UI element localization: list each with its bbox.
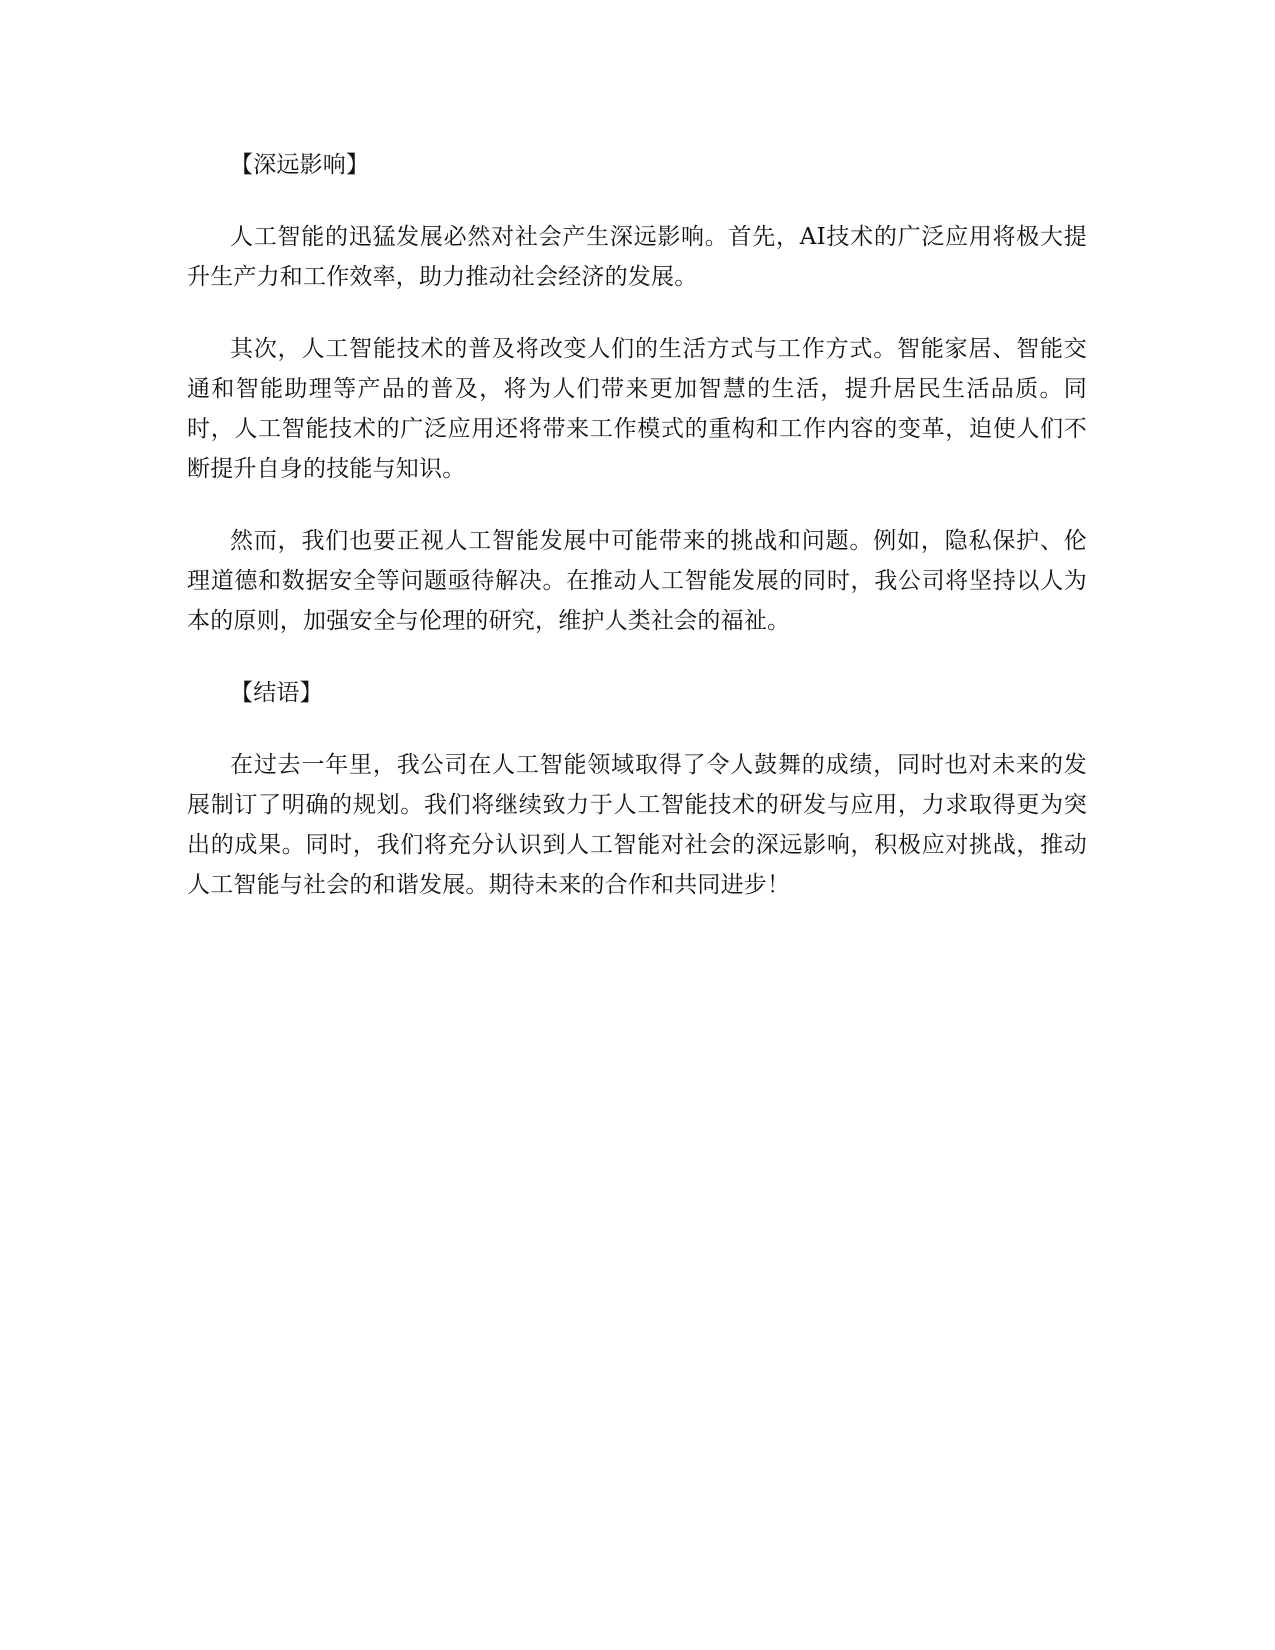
paragraph-conclusion: 在过去一年里，我公司在人工智能领域取得了令人鼓舞的成绩，同时也对未来的发展制订了明确的规划。我们将继续致力于人工智能技术的研发与应用，力求取得更为突出的成果。同时，我们将充分认识到人工智能对社会的深远影响，积极应对挑战，推动人工智能与社会的和谐发展。期待未来的合作和共同进步！ [187,752,1087,898]
paragraph-impact-lifestyle: 其次，人工智能技术的普及将改变人们的生活方式与工作方式。智能家居、智能交通和智能助理等产品的普及，将为人们带来更加智慧的生活，提升居民生活品质。同时，人工智能技术的广泛应用还将带来工作模式的重构和工作内容的变革，迫使人们不断提升自身的技能与知识。 [187,336,1087,482]
section-heading-conclusion: 【结语】 [230,680,323,706]
paragraph-impact-challenges: 然而，我们也要正视人工智能发展中可能带来的挑战和问题。例如，隐私保护、伦理道德和数据安全等问题亟待解决。在推动人工智能发展的同时，我公司将坚持以人为本的原则，加强安全与伦理的研究，维护人类社会的福祉。 [187,528,1087,634]
document-body [187,145,1087,905]
paragraph-impact-intro: 人工智能的迅猛发展必然对社会产生深远影响。首先，AI技术的广泛应用将极大提升生产力和工作效率，助力推动社会经济的发展。 [187,224,1087,290]
section-heading-impact: 【深远影响】 [230,152,370,178]
